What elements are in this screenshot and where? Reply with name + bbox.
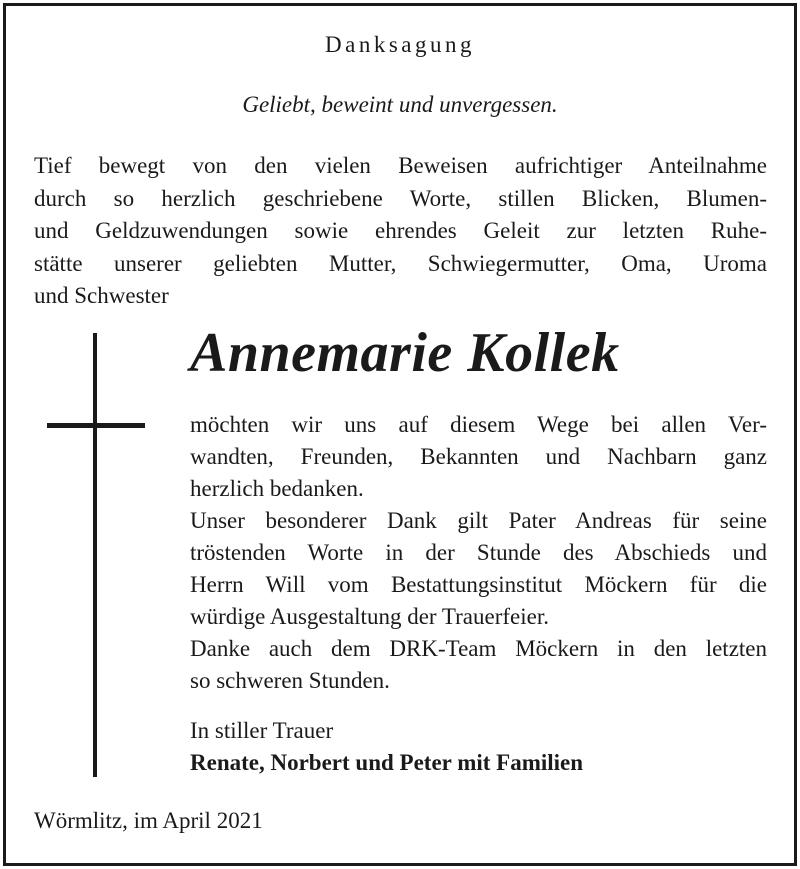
cross-vertical-bar xyxy=(93,333,97,777)
signature-names: Renate, Norbert und Peter mit Familien xyxy=(190,750,584,775)
thanks-line: Danke auch dem DRK-Team Möckern in den letzten xyxy=(190,636,767,661)
thanks-line: so schweren Stunden. xyxy=(190,668,390,693)
notice-heading: Danksagung xyxy=(325,32,475,57)
thanks-line: Unser besonderer Dank gilt Pater Andreas für seine xyxy=(190,508,767,533)
thanks-line: tröstenden Worte in der Stunde des Abschieds und xyxy=(190,540,767,565)
intro-line: und Geldzuwendungen sowie ehrendes Geleit zur letzten Ruhe- xyxy=(34,218,767,243)
signature-intro: In stiller Trauer xyxy=(190,718,334,743)
thanks-line: wandten, Freunden, Bekannten und Nachbarn ganz xyxy=(190,444,767,469)
motto: Geliebt, beweint und unvergessen. xyxy=(242,92,558,117)
intro-line: Tief bewegt von den vielen Beweisen aufrichtiger Anteilnahme xyxy=(34,153,767,178)
signature-block xyxy=(190,715,583,779)
deceased-name: Annemarie Kollek xyxy=(190,322,620,384)
intro-line: stätte unserer geliebten Mutter, Schwiegermutter, Oma, Uroma xyxy=(34,250,767,276)
thanks-line: würdige Ausgestaltung der Trauerfeier. xyxy=(190,604,549,629)
intro-line: durch so herzlich geschriebene Worte, stillen Blicken, Blumen- xyxy=(34,185,767,211)
thanks-line: Herrn Will vom Bestattungsinstitut Möckern für die xyxy=(190,572,767,597)
intro-paragraph xyxy=(34,150,767,313)
place-date: Wörmlitz, im April 2021 xyxy=(34,808,263,833)
thanks-line: herzlich bedanken. xyxy=(190,476,364,501)
intro-line: und Schwester xyxy=(34,283,169,308)
cross-horizontal-bar xyxy=(47,423,145,428)
thanks-paragraph xyxy=(190,409,767,697)
thanks-line: möchten wir uns auf diesem Wege bei allen Ver- xyxy=(190,412,767,437)
